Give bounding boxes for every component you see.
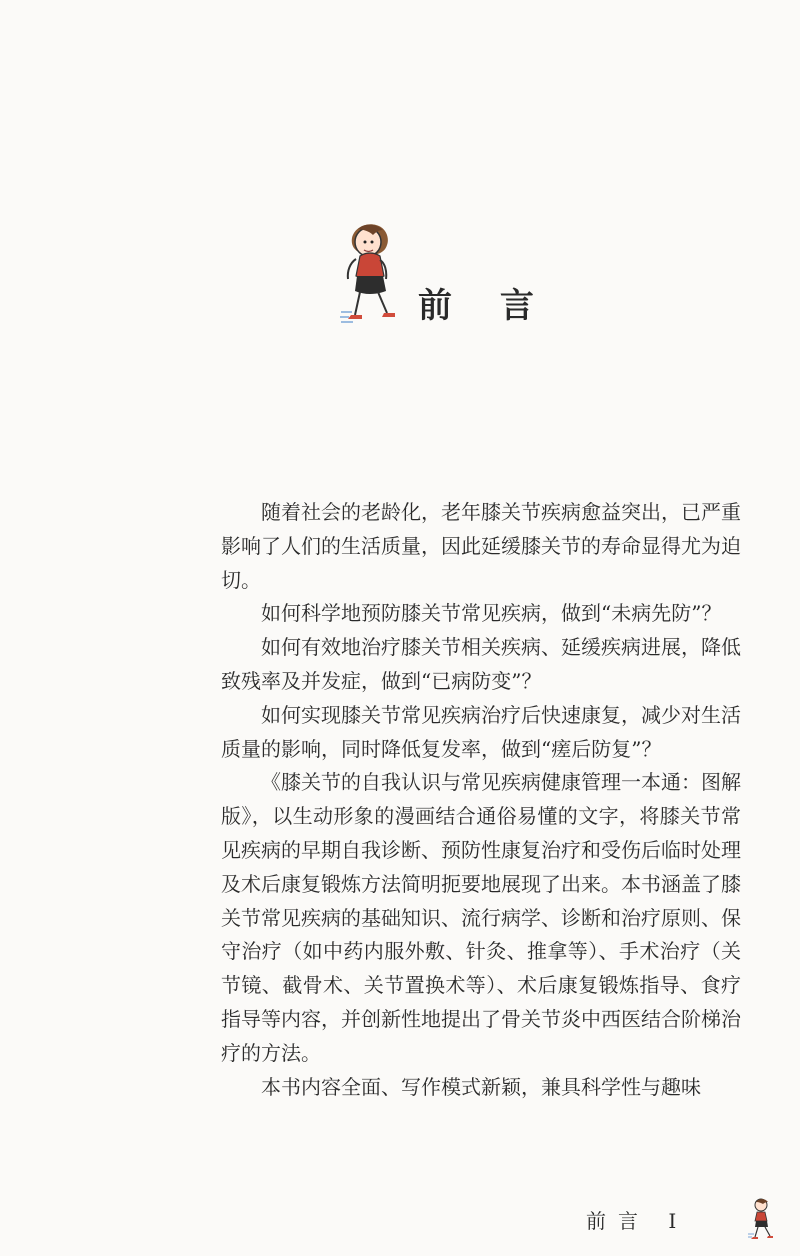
paragraph-4: 如何实现膝关节常见疾病治疗后快速康复，减少对生活质量的影响，同时降低复发率，做到“瘥后防复”？ bbox=[221, 702, 741, 761]
page-footer bbox=[586, 1197, 776, 1242]
paragraph-6: 本书内容全面、写作模式新颖，兼具科学性与趣味 bbox=[261, 1074, 701, 1099]
running-figure-icon bbox=[340, 214, 400, 326]
page-title: 前 言 bbox=[418, 286, 552, 326]
section-heading bbox=[340, 214, 590, 334]
paragraph-3: 如何有效地治疗膝关节相关疾病、延缓疾病进展，降低致残率及并发症，做到“已病防变”？ bbox=[221, 635, 741, 693]
page-number: I bbox=[668, 1209, 689, 1233]
footer-label-and-page-number bbox=[586, 1205, 688, 1234]
paragraph-5: 《膝关节的自我认识与常见疾病健康管理一本通：图解版》，以生动形象的漫画结合通俗易懂的文字，将膝关节常见疾病的早期自我诊断、预防性康复治疗和受伤后临时处理及术后康复锻炼方法简明扼要地展现了出来。本书涵盖了膝关节常见疾病的基础知识、流行病学、诊断和治疗原则、保守治疗（如中药内服外敷、针灸、推拿等）、手术治疗（关节镜、截骨术、关节置换术等）、术后康复锻炼指导、食疗指导等内容，并创新性地提出了骨关节炎中西医结合阶梯治疗的方法。 bbox=[221, 770, 741, 1065]
paragraph-2: 如何科学地预防膝关节常见疾病，做到“未病先防”？ bbox=[261, 601, 722, 626]
small-running-figure-icon bbox=[748, 1197, 776, 1240]
paragraph-1: 随着社会的老龄化，老年膝关节疾病愈益突出，已严重影响了人们的生活质量，因此延缓膝关节的寿命显得尤为迫切。 bbox=[221, 500, 741, 592]
footer-label: 前言 bbox=[586, 1209, 650, 1233]
preface-body bbox=[221, 496, 741, 1104]
